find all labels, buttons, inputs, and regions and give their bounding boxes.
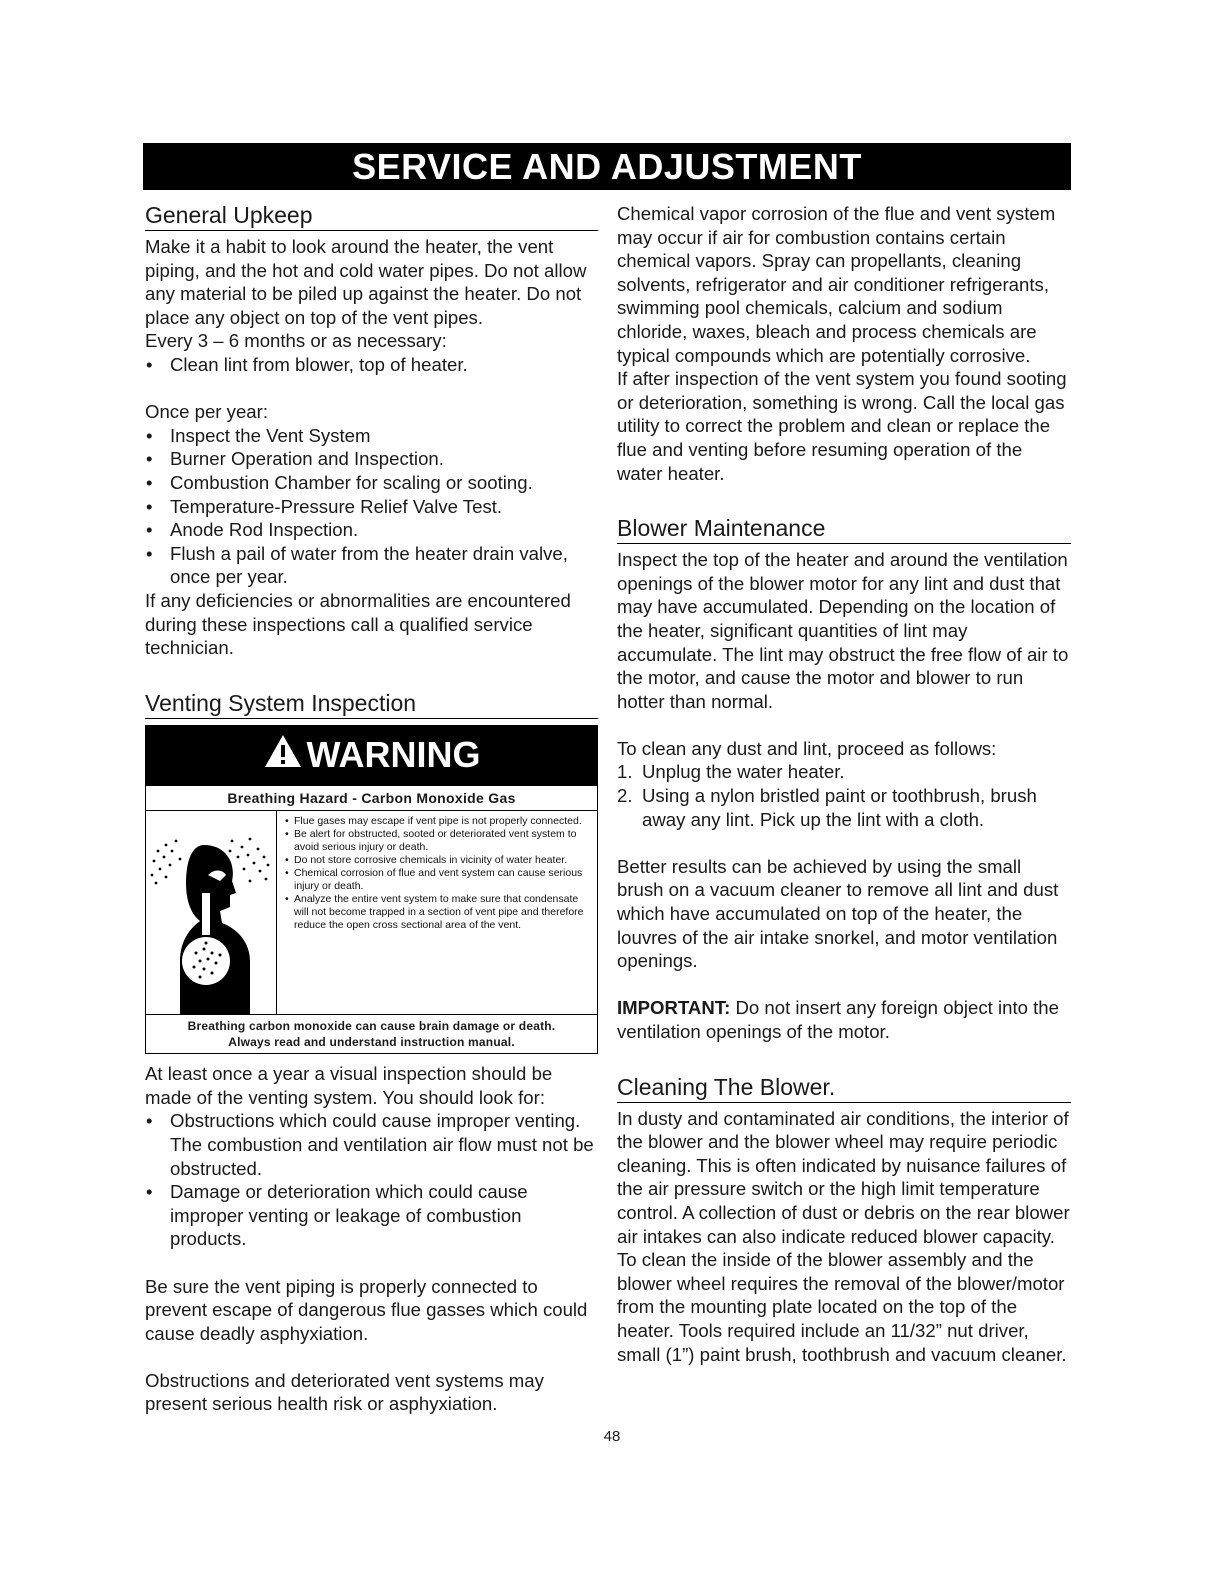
list-item: • Obstructions which could cause improper venting. The combustion and ventilation air flow must not be obstructed.: [145, 1109, 598, 1180]
cleaning-p1: In dusty and contaminated air conditions, the interior of the blower and the blower wheel may require periodic cleaning. This is often indicated by nuisance failures of the air pressure switch or the high limit temperature control. A collection of dust or debris on the rear blower air intakes can also indicate reduced blower capacity. To clean the inside of the blower assembly and the blower wheel requires the removal of the blower/motor from the mounting plate located on the top of the heater. Tools required include an 11/32” nut driver, small (1”) paint brush, toothbrush and vacuum cleaner.: [617, 1107, 1070, 1365]
cleaning-heading: Cleaning The Blower.: [617, 1074, 1071, 1103]
general-upkeep-intro: Make it a habit to look around the heater, the vent piping, and the hot and cold water pipes. Do not allow any material to be piled up against the heater. Do not place any object on top of the vent pipes.: [145, 236, 587, 328]
list-item: • Temperature-Pressure Relief Valve Test.: [145, 495, 598, 519]
warning-subtitle: Breathing Hazard - Carbon Monoxide Gas: [146, 786, 597, 811]
general-upkeep-heading: General Upkeep: [145, 202, 598, 231]
warning-footer: [146, 1015, 597, 1053]
venting-p1: At least once a year a visual inspection should be made of the venting system. You should look for:: [145, 1063, 553, 1108]
freq2-label: Once per year:: [145, 401, 268, 423]
left-column: [145, 202, 598, 1416]
warning-header: [146, 726, 597, 786]
general-upkeep-closing: If any deficiencies or abnormalities are encountered during these inspections call a qualified service technician.: [145, 589, 571, 659]
venting-p2: Be sure the vent piping is properly connected to prevent escape of dangerous flue gasses which could cause deadly asphyxiation.: [145, 1275, 588, 1344]
warning-triangle-icon: [263, 728, 303, 786]
list-item: • Flue gases may escape if vent pipe is not properly connected.: [285, 815, 591, 828]
important-text: Do not insert any foreign object into the ventilation openings of the motor.: [617, 997, 1059, 1042]
list-item: • Do not store corrosive chemicals in vicinity of water heater.: [285, 854, 591, 867]
list-item: • Inspect the Vent System: [145, 424, 598, 448]
warning-footer-line: Breathing carbon monoxide can cause brain damage or death.: [187, 1019, 556, 1034]
warning-title: WARNING: [306, 733, 481, 775]
freq1-list: [145, 353, 598, 377]
corrosion-p2: If after inspection of the vent system you found sooting or deterioration, something is wrong. Call the local gas utility to correct the problem and clean or replace the flue and venting before resuming operation of the water heater.: [617, 368, 1067, 484]
page-number: 48: [603, 1428, 621, 1445]
breathing-hazard-icon: [146, 811, 277, 1014]
blower-p1: Inspect the top of the heater and around the ventilation openings of the blower motor for any lint and dust that may have accumulated. Depending on the location of the heater, significant quantities of lint may accumulate. The lint may obstruct the free flow of air to the motor, and cause the motor and blower to run hotter than normal.: [617, 549, 1069, 712]
list-item: • Clean lint from blower, top of heater.: [145, 353, 598, 377]
blower-p2: To clean any dust and lint, proceed as follows:: [617, 737, 997, 759]
list-item: • Flush a pail of water from the heater drain valve, once per year.: [145, 542, 598, 589]
warning-footer-line: Always read and understand instruction manual.: [228, 1035, 515, 1050]
section-banner: SERVICE AND ADJUSTMENT: [143, 143, 1071, 190]
list-item: • Damage or deterioration which could cause improper venting or leakage of combustion products.: [145, 1180, 598, 1251]
list-item: [617, 760, 1071, 784]
freq2-list: [145, 424, 598, 589]
corrosion-p1: Chemical vapor corrosion of the flue and vent system may occur if air for combustion contains certain chemical vapors. Spray can propellants, cleaning solvents, refrigerator and air conditioner refrigerants, swimming pool chemicals, calcium and sodium chloride, waxes, bleach and process chemicals are typical compounds which are potentially corrosive.: [617, 203, 1056, 366]
venting-list: [145, 1109, 598, 1251]
blower-maintenance-heading: Blower Maintenance: [617, 515, 1071, 544]
step-number: 2.: [617, 785, 633, 807]
step-text: Using a nylon bristled paint or toothbrush, brush away any lint. Pick up the lint with a cloth.: [642, 785, 1037, 830]
step-number: 1.: [617, 761, 633, 783]
step-text: Unplug the water heater.: [642, 761, 845, 783]
important-label: IMPORTANT:: [617, 997, 731, 1019]
list-item: • Burner Operation and Inspection.: [145, 447, 598, 471]
list-item: • Be alert for obstructed, sooted or deteriorated vent system to avoid serious injury or death.: [285, 828, 591, 854]
freq1-label: Every 3 – 6 months or as necessary:: [145, 330, 447, 352]
venting-heading: Venting System Inspection: [145, 690, 598, 719]
list-item: • Chemical corrosion of flue and vent system can cause serious injury or death.: [285, 867, 591, 893]
blower-steps: [617, 760, 1071, 831]
right-column: [617, 202, 1071, 1366]
list-item: • Combustion Chamber for scaling or sooting.: [145, 471, 598, 495]
warning-list: [277, 811, 597, 1014]
blower-p3: Better results can be achieved by using the small brush on a vacuum cleaner to remove all lint and dust which have accumulated on top of the heater, the louvres of the air intake snorkel, and motor ventilation openings.: [617, 855, 1059, 972]
venting-p3: Obstructions and deteriorated vent systems may present serious health risk or asphyxiation.: [145, 1369, 544, 1415]
list-item: • Anode Rod Inspection.: [145, 518, 598, 542]
list-item: • Analyze the entire vent system to make sure that condensate will not become trapped in a section of vent pipe and therefore reduce the open cross sectional area of the vent.: [285, 893, 591, 932]
list-item: [617, 784, 1071, 831]
warning-box: [145, 725, 598, 1054]
important-note: [617, 996, 1071, 1043]
